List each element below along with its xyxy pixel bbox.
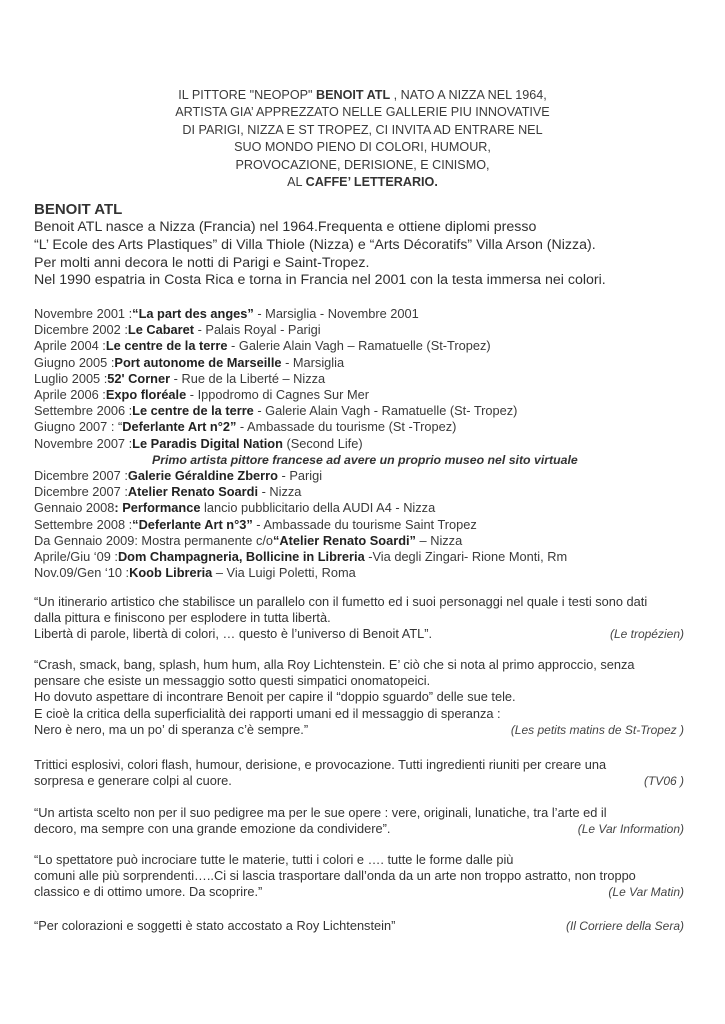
bio-line: Nel 1990 espatria in Costa Rica e torna in Francia nel 2001 con la testa immersa nei colori. [34,272,606,289]
timeline-row: Aprile 2004 :Le centre de la terre - Galerie Alain Vagh – Ramatuelle (St-Tropez) [34,338,491,354]
intro-block [0,87,725,191]
quote-source: (Le tropézien) [609,627,684,642]
venue-name: CAFFE’ LETTERARIO. [305,175,438,190]
intro-line-4: SUO MONDO PIENO DI COLORI, HUMOUR, [234,140,491,155]
bio-text [34,219,714,290]
timeline-row: Dicembre 2007 :Galerie Géraldine Zberro - Parigi [34,468,323,484]
exhibition-timeline [34,306,714,581]
timeline-row: Giugno 2005 :Port autonome de Marseille - Marsiglia [34,354,345,370]
intro-line-2: ARTISTA GIA’ APPREZZATO NELLE GALLERIE PIU INNOVATIVE [175,105,550,120]
intro-line-5: PROVOCAZIONE, DERISIONE, E CINISMO, [235,157,490,172]
intro-line-1: IL PITTORE "NEOPOP" BENOIT ATL , NATO A NIZZA NEL 1964, [178,88,547,102]
bio-line: Per molti anni decora le notti di Parigi e Saint-Tropez. [34,254,370,271]
timeline-row: Dicembre 2002 :Le Cabaret - Palais Royal - Parigi [34,322,321,338]
quote-source: (Le Var Information) [577,822,684,837]
timeline-row: Aprile/Giu ‘09 :Dom Champagneria, Bollicine in Libreria -Via degli Zingari- Rione Monti, Rm [34,549,568,565]
timeline-row: Nov.09/Gen ‘10 :Koob Libreria – Via Luigi Poletti, Roma [34,565,356,581]
press-quote: “Un itinerario artistico che stabilisce un parallelo con il fumetto ed i suoi personaggi nel quale i testi sono dati dalla pittura e finiscono per esplodere in tutta libertà. Libertà di parole, libertà di colori, … questo è l’universo di Benoit ATL”. (Le tropézien) [34,594,684,642]
bio-title: BENOIT ATL [34,201,123,218]
artist-name: BENOIT ATL [316,88,391,102]
intro-line-6: AL CAFFE’ LETTERARIO. [287,175,438,190]
timeline-row: Settembre 2006 :Le centre de la terre - Galerie Alain Vagh - Ramatuelle (St- Tropez) [34,403,518,419]
quote-source: (Le Var Matin) [608,885,684,900]
bio-line: Benoit ATL nasce a Nizza (Francia) nel 1964.Frequenta e ottiene diplomi presso [34,219,537,235]
press-quote: “Lo spettatore può incrociare tutte le materie, tutti i colori e …. tutte le forme dalle più comuni alle più sorprendenti…..Ci si lascia trasportare dall’onda da un arte non troppo astratto, non troppo classico e di ottimo umore. Da scoprire.” (Le Var Matin) [34,852,684,900]
timeline-row: Giugno 2007 : “Deferlante Art n°2” - Ambassade du tourisme (St -Tropez) [34,419,457,435]
press-quote: Trittici esplosivi, colori flash, humour, derisione, e provocazione. Tutti ingredienti riuniti per creare una sorpresa e generare colpi al cuore. (TV06 ) [34,757,684,789]
quote-source: (TV06 ) [643,774,684,789]
timeline-row: Da Gennaio 2009: Mostra permanente c/o“Atelier Renato Soardi” – Nizza [34,532,463,548]
press-quote: “Crash, smack, bang, splash, hum hum, alla Roy Lichtenstein. E’ ciò che si nota al primo approccio, senza pensare che esiste un messaggio sotto questi simpatici onomatopeici. Ho dovuto aspettare di incontrare Benoit per capire il “doppio sguardo” delle sue tele. E cioè la critica della superficialità dei rapporti umani ed il messaggio di speranza : Nero è nero, ma un po’ di speranza c’è sempre.” (Les petits matins de St-Tropez ) [34,657,684,737]
timeline-row: Gennaio 2008: Performance lancio pubblicitario della AUDI A4 - Nizza [34,500,436,516]
bio-line: “L’ Ecole des Arts Plastiques” di Villa Thiole (Nizza) e “Arts Décoratifs” Villa Arson (Nizza). [34,236,596,253]
intro-line-3: DI PARIGI, NIZZA E ST TROPEZ, CI INVITA AD ENTRARE NEL [182,122,543,137]
press-quote: “Per colorazioni e soggetti è stato accostato a Roy Lichtenstein” (Il Corriere della Sera) [34,918,684,933]
timeline-note: Primo artista pittore francese ad avere un proprio museo nel sito virtuale [152,452,578,467]
timeline-row: Novembre 2001 :“La part des anges” - Marsiglia - Novembre 2001 [34,306,419,321]
timeline-row: Settembre 2008 :“Deferlante Art n°3” - Ambassade du tourisme Saint Tropez [34,516,477,532]
quote-source: (Il Corriere della Sera) [565,919,684,933]
timeline-row: Novembre 2007 :Le Paradis Digital Nation (Second Life) [34,435,363,451]
timeline-row: Luglio 2005 :52' Corner - Rue de la Liberté – Nizza [34,370,326,386]
timeline-row: Dicembre 2007 :Atelier Renato Soardi - Nizza [34,484,302,500]
press-quote: “Un artista scelto non per il suo pedigree ma per le sue opere : vere, originali, lunatiche, tra l’arte ed il decoro, ma sempre con una grande emozione da condividere”. (Le Var Information) [34,805,684,837]
quote-source: (Les petits matins de St-Tropez ) [510,722,684,737]
timeline-row: Aprile 2006 :Expo floréale - Ippodromo di Cagnes Sur Mer [34,387,370,403]
